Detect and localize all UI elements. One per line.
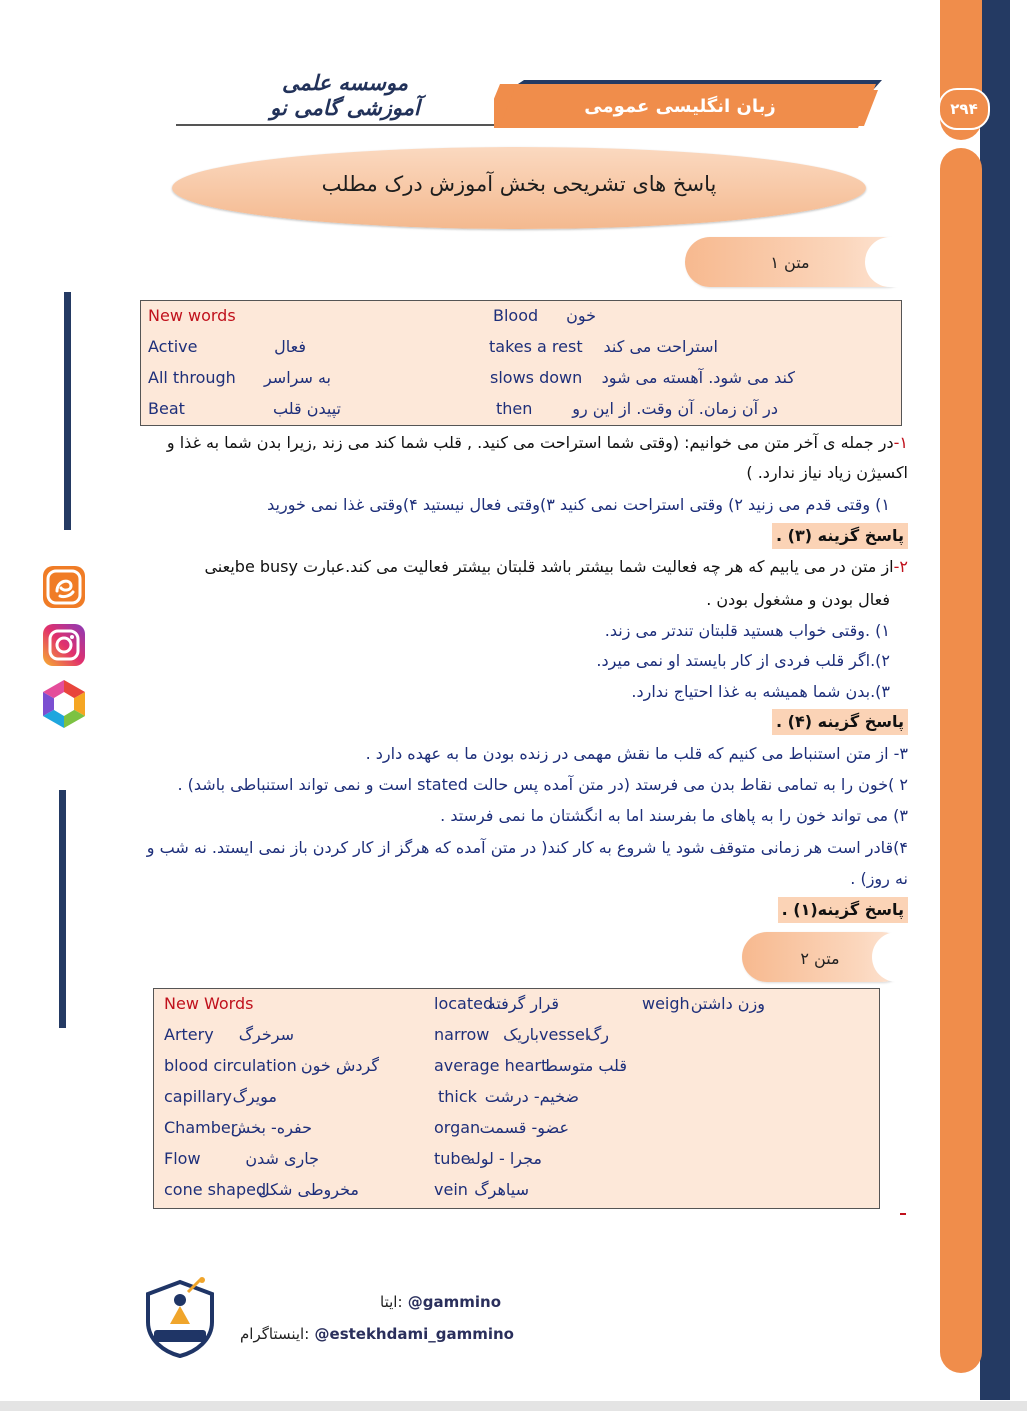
- q3-option-3: ۳) می تواند خون را به پاهای ما بفرسند اما به انگشتان ما نمی فرستد .: [440, 806, 908, 825]
- vocab-fa: تپیدن قلب: [273, 399, 341, 418]
- vocab-en: slows down: [490, 368, 583, 387]
- vocab-fa: مجرا - لوله: [467, 1149, 542, 1168]
- vocab-en: capillary: [164, 1087, 232, 1106]
- vocab-en: thick: [438, 1087, 477, 1106]
- eitaa-handle[interactable]: @gammino: [407, 1293, 501, 1311]
- vocab-heading: New Words: [164, 994, 254, 1013]
- q2-option-2: ۲).اگر قلب فردی از کار بایستد او نمی میرد.: [596, 651, 890, 670]
- text-1-label: متن ۱: [770, 253, 810, 272]
- vocab-fa: گردش خون: [300, 1056, 379, 1075]
- text-2-label: متن ۲: [800, 949, 840, 968]
- pill-notch: [865, 237, 923, 287]
- vocab-fa: استراحت می کند: [603, 337, 718, 356]
- q3-option-4-cont: نه روز) .: [850, 869, 908, 888]
- vocab-table-2: [153, 988, 880, 1209]
- q2-option-1: ۱) .وقتی خواب هستید قلبتان تندتر می زند.: [604, 621, 890, 640]
- instagram-handle[interactable]: @estekhdami_gammino: [314, 1325, 514, 1343]
- vocab-fa: جاری شدن: [245, 1149, 319, 1168]
- eitaa-label: ایتا:: [380, 1293, 403, 1311]
- vocab-en: Blood: [493, 306, 539, 325]
- vocab-en: takes a rest: [489, 337, 583, 356]
- vocab-fa: فعال: [274, 337, 306, 356]
- vocab-en: tube: [434, 1149, 471, 1168]
- right-navy-band: [980, 0, 1010, 1400]
- vocab-fa: مخروطی شکل: [258, 1180, 359, 1199]
- vocab-en: cone shaped: [164, 1180, 267, 1199]
- q3-option-4: ۴)قادر است هر زمانی متوقف شود یا شروع به کار کند( در متن آمده که هرگز از کار کردن باز نمی ایستد. نه شب و: [146, 838, 908, 857]
- bottom-strip: [0, 1401, 1027, 1411]
- instagram-label: اینستاگرام:: [240, 1325, 310, 1343]
- q1-line-2: اکسیژن زیاد نیاز ندارد. ): [746, 463, 908, 482]
- vocab-en: weigh: [642, 994, 690, 1013]
- vocab-heading: New words: [148, 306, 236, 325]
- instagram-contact: [240, 1325, 514, 1343]
- q2-option-3: ۳).بدن شما همیشه به غذا احتیاج ندارد.: [631, 682, 890, 701]
- left-decor-bar: [59, 790, 66, 1028]
- eitaa-contact: [380, 1293, 501, 1311]
- vocab-en: Chamber: [164, 1118, 238, 1137]
- vocab-fa: خون: [566, 306, 596, 325]
- instagram-icon[interactable]: [43, 624, 85, 666]
- page-number: ۲۹۴: [938, 88, 990, 130]
- vocab-en: narrow: [434, 1025, 490, 1044]
- vocab-en: All through: [148, 368, 236, 387]
- vocab-fa: کند می شود. آهسته می شود: [601, 368, 795, 387]
- vocab-en: located: [434, 994, 494, 1013]
- vocab-fa: رگ: [586, 1025, 609, 1044]
- vocab-fa: سرخرگ: [238, 1025, 294, 1044]
- vocab-en: Artery: [164, 1025, 214, 1044]
- left-decor-bar: [64, 292, 71, 530]
- vocab-en: vessel: [539, 1025, 590, 1044]
- vocab-en: then: [496, 399, 533, 418]
- vocab-en: Flow: [164, 1149, 201, 1168]
- q1-answer: پاسخ گزینه (۳) .: [772, 523, 908, 549]
- q2-answer: پاسخ گزینه (۴) .: [772, 709, 908, 735]
- vocab-fa: ضخیم- درشت: [484, 1087, 579, 1106]
- vocab-en: Active: [148, 337, 198, 356]
- institute-name: موسسه علمی آموزشی گامی نو: [270, 70, 420, 120]
- q1-line-1: [167, 433, 908, 452]
- vocab-fa: حفره- بخش: [230, 1118, 312, 1137]
- q3-line-1: ۳- از متن استنباط می کنیم که قلب ما نقش مهمی در زنده بودن ما به عهده دارد .: [365, 744, 908, 763]
- q2-line-1: [204, 557, 908, 576]
- vocab-fa: باریک: [503, 1025, 539, 1044]
- q3-answer: پاسخ گزینه(۱) .: [778, 897, 908, 923]
- subject-title: زبان انگلیسی عمومی: [584, 96, 776, 117]
- vocab-fa: وزن داشتن: [690, 994, 765, 1013]
- eitaa-icon[interactable]: [43, 566, 85, 608]
- vocab-en: blood circulation: [164, 1056, 297, 1075]
- vocab-en: organ: [434, 1118, 481, 1137]
- vocab-en: vein: [434, 1180, 468, 1199]
- dash-mark: [900, 1213, 906, 1215]
- q1-options: ۱) وقتی قدم می زنید ۲) وقتی استراحت نمی کنید ۳)وقتی فعال نیستید ۴)وقتی غذا نمی خورید: [267, 495, 890, 514]
- q2-line-2: فعال بودن و مشغول بودن .: [706, 590, 890, 609]
- vocab-fa: مویرگ: [232, 1087, 277, 1106]
- header-rule: [176, 124, 496, 126]
- q2-text: از متن در می یابیم که هر چه فعالیت شما بیشتر باشد قلبتان بیشتر فعالیت می کند.عبارت be busyیعنی: [204, 557, 894, 576]
- section-title: پاسخ های تشریحی بخش آموزش درک مطلب: [321, 172, 717, 196]
- rubika-icon[interactable]: [38, 678, 90, 730]
- vocab-fa: قلب متوسط: [543, 1056, 627, 1075]
- q3-option-2: ۲ )خون را به تمامی نقاط بدن می فرستد (در متن آمده پس حالت stated است و نمی تواند استنباطی باشد) .: [177, 775, 908, 794]
- vocab-fa: به سراسر: [263, 368, 331, 387]
- vocab-en: average heart: [434, 1056, 548, 1075]
- vocab-en: Beat: [148, 399, 185, 418]
- vocab-fa: در آن زمان. آن وقت. از این رو: [572, 399, 778, 418]
- vocab-fa: سیاهرگ: [474, 1180, 529, 1199]
- gamminoo-logo-icon: [140, 1276, 220, 1360]
- right-orange-band: [940, 148, 982, 1373]
- vocab-fa: عضو- قسمت: [479, 1118, 569, 1137]
- vocab-fa: قرار گرفته: [487, 994, 559, 1013]
- q2-number: ۲-: [893, 557, 908, 576]
- q1-text: در جمله ی آخر متن می خوانیم: (وقتی شما استراحت می کنید. , قلب شما کند می زند ,زیرا بدن شما به غذا و: [166, 433, 894, 452]
- vocab-table-1: [140, 300, 902, 426]
- q1-number: ۱-: [893, 433, 908, 452]
